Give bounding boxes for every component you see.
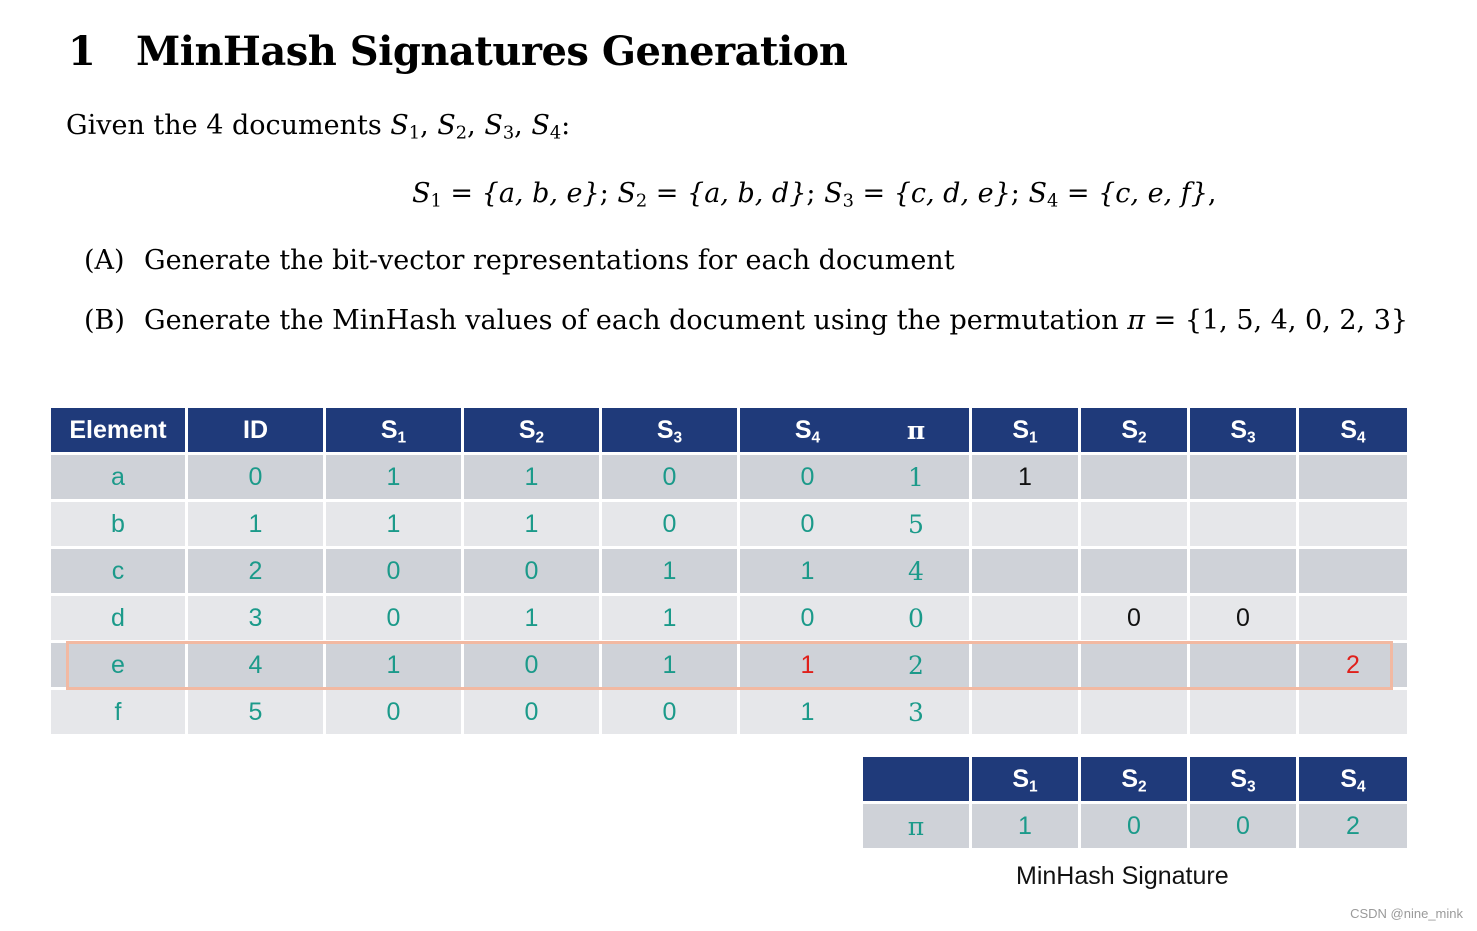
bit-cell: 0 [739,454,877,501]
column-header [739,408,877,454]
set-body: {c, d, e} [893,178,1011,209]
header-sub: 3 [1247,429,1256,447]
set-name: S [617,178,636,209]
equals: = [1058,178,1099,209]
id-cell: 4 [187,642,325,689]
header-text: Element [69,415,167,444]
set-body: {a, b, d} [687,178,807,209]
header-text: S [1012,415,1030,444]
header-sub: 3 [673,429,683,447]
header-text: ID [243,415,268,444]
header-sub: 2 [1138,429,1147,447]
section-number: 1 [68,28,96,75]
header-text: π [906,415,926,445]
minhash-cell [1298,454,1409,501]
doc-sub: 2 [455,122,468,144]
permutation-cell: 5 [863,501,971,548]
column-header [971,757,1080,803]
bit-cell: 1 [325,501,463,548]
equals: = [853,178,894,209]
bit-cell: 0 [325,548,463,595]
minhash-cell [1189,454,1298,501]
id-cell: 1 [187,501,325,548]
signature-cell: 1 [971,803,1080,850]
sets-formula [412,176,1216,212]
set-sub: 3 [842,190,854,212]
permutation-cell: 0 [863,595,971,642]
permutation-cell: 4 [863,548,971,595]
minhash-cell [1080,689,1189,736]
header-row [863,757,1409,803]
permutation-table [863,408,1410,737]
set-sub: 2 [635,190,648,212]
equals: = [647,178,688,209]
task-a-label: (A) [84,245,125,276]
set-name: S [824,178,843,209]
header-sub: 4 [1357,429,1366,447]
doc-symbol: S [484,110,503,141]
task-b [84,303,1408,339]
bit-cell: 1 [463,454,601,501]
bit-cell: 0 [463,642,601,689]
minhash-cell [1189,689,1298,736]
bit-cell: 0 [463,548,601,595]
comma: , [1207,178,1217,209]
column-header [1298,757,1409,803]
intro-line [66,108,570,144]
bit-vector-table [51,408,878,737]
header-sub: 1 [397,429,407,447]
id-cell: 2 [187,548,325,595]
minhash-cell: 2 [1298,642,1409,689]
permutation-cell: 1 [863,454,971,501]
element-cell: f [51,689,187,736]
table-row [51,454,877,501]
set-body: {a, b, e} [481,178,600,209]
bit-cell: 0 [325,595,463,642]
table-row [863,548,1409,595]
task-a [84,243,955,279]
element-cell: a [51,454,187,501]
equals: = [441,178,482,209]
minhash-cell [1189,548,1298,595]
minhash-signature-table [863,757,1410,851]
bit-cell: 1 [739,642,877,689]
table-row [51,548,877,595]
id-cell: 5 [187,689,325,736]
column-header [1080,408,1189,454]
set-name: S [1028,178,1047,209]
doc-symbol: S [531,110,550,141]
watermark: CSDN @nine_mink [1350,906,1463,921]
column-header [187,408,325,454]
section-heading [68,26,847,78]
task-a-text: Generate the bit-vector representations for each document [144,245,955,276]
minhash-cell: 1 [971,454,1080,501]
table-row [51,595,877,642]
bit-cell: 0 [601,501,739,548]
signature-row-label: π [863,803,971,850]
permutation-cell: 3 [863,689,971,736]
header-sub: 2 [535,429,545,447]
minhash-cell [971,642,1080,689]
permutation-value: = {1, 5, 4, 0, 2, 3} [1145,305,1409,336]
sep: , [420,110,438,141]
set-name: S [412,178,431,209]
intro-text: Given the 4 documents [66,110,391,141]
bit-cell: 0 [325,689,463,736]
header-sub: 3 [1247,778,1256,796]
header-sub: 4 [1357,778,1366,796]
minhash-cell [1080,642,1189,689]
bit-cell: 1 [739,689,877,736]
bit-cell: 0 [739,501,877,548]
table-row [51,689,877,736]
task-b-text: Generate the MinHash values of each document using the permutation [144,305,1128,336]
bit-cell: 0 [601,689,739,736]
bit-cell: 1 [739,548,877,595]
task-b-label: (B) [84,305,125,336]
header-text: S [1121,415,1139,444]
column-header [463,408,601,454]
minhash-cell [1298,595,1409,642]
minhash-cell [1080,454,1189,501]
column-header [863,757,971,803]
column-header [51,408,187,454]
bit-cell: 1 [601,548,739,595]
bit-cell: 1 [463,501,601,548]
header-text: S [1121,764,1139,793]
set-sub: 4 [1046,190,1059,212]
id-cell: 0 [187,454,325,501]
bit-cell: 1 [325,642,463,689]
pi-symbol: π [1127,305,1146,336]
header-row [51,408,877,454]
bit-cell: 0 [739,595,877,642]
element-cell: c [51,548,187,595]
bit-cell: 1 [325,454,463,501]
bit-cell: 0 [463,689,601,736]
column-header [863,408,971,454]
table-row [863,642,1409,689]
minhash-cell [971,548,1080,595]
minhash-cell [1080,501,1189,548]
minhash-cell [971,689,1080,736]
bit-cell: 0 [601,454,739,501]
bit-cell: 1 [463,595,601,642]
header-sub: 2 [1138,778,1147,796]
table-row [51,501,877,548]
bit-cell: 1 [601,642,739,689]
doc-sub: 4 [549,122,562,144]
minhash-cell [1298,548,1409,595]
signature-cell: 0 [1080,803,1189,850]
sep: ; [599,178,618,209]
doc-sub: 3 [502,122,515,144]
minhash-cell: 0 [1189,595,1298,642]
element-cell: e [51,642,187,689]
set-sub: 1 [430,190,442,212]
id-cell: 3 [187,595,325,642]
minhash-cell [1080,548,1189,595]
doc-sub: 1 [408,122,421,144]
header-text: S [794,415,812,444]
minhash-cell: 0 [1080,595,1189,642]
header-text: S [1340,415,1358,444]
column-header [1189,757,1298,803]
minhash-cell [1189,642,1298,689]
colon: : [561,110,571,141]
sep: , [514,110,532,141]
header-text: S [1230,415,1248,444]
minhash-cell [1298,501,1409,548]
permutation-cell: 2 [863,642,971,689]
table-row [863,454,1409,501]
signature-cell: 2 [1298,803,1409,850]
header-sub: 4 [811,429,821,447]
doc-symbol: S [437,110,456,141]
column-header [971,408,1080,454]
element-cell: b [51,501,187,548]
section-title: MinHash Signatures Generation [136,28,848,75]
sep: , [467,110,485,141]
header-text: S [1012,764,1030,793]
header-sub: 1 [1029,778,1038,796]
minhash-cell [1189,501,1298,548]
signature-caption: MinHash Signature [1016,862,1229,890]
header-text: S [518,415,536,444]
element-cell: d [51,595,187,642]
header-text: S [656,415,674,444]
minhash-cell [971,501,1080,548]
table-row [863,595,1409,642]
table-row [863,689,1409,736]
signature-row [863,803,1409,850]
table-row [863,501,1409,548]
column-header [1298,408,1409,454]
header-sub: 1 [1029,429,1038,447]
header-text: S [380,415,398,444]
sep: ; [1010,178,1029,209]
column-header [325,408,463,454]
sep: ; [806,178,825,209]
column-header [601,408,739,454]
header-text: S [1340,764,1358,793]
header-row [863,408,1409,454]
column-header [1189,408,1298,454]
doc-symbol: S [390,110,409,141]
set-body: {c, e, f} [1098,178,1208,209]
minhash-cell [971,595,1080,642]
bit-cell: 1 [601,595,739,642]
minhash-cell [1298,689,1409,736]
signature-cell: 0 [1189,803,1298,850]
table-row [51,642,877,689]
column-header [1080,757,1189,803]
header-text: S [1230,764,1248,793]
